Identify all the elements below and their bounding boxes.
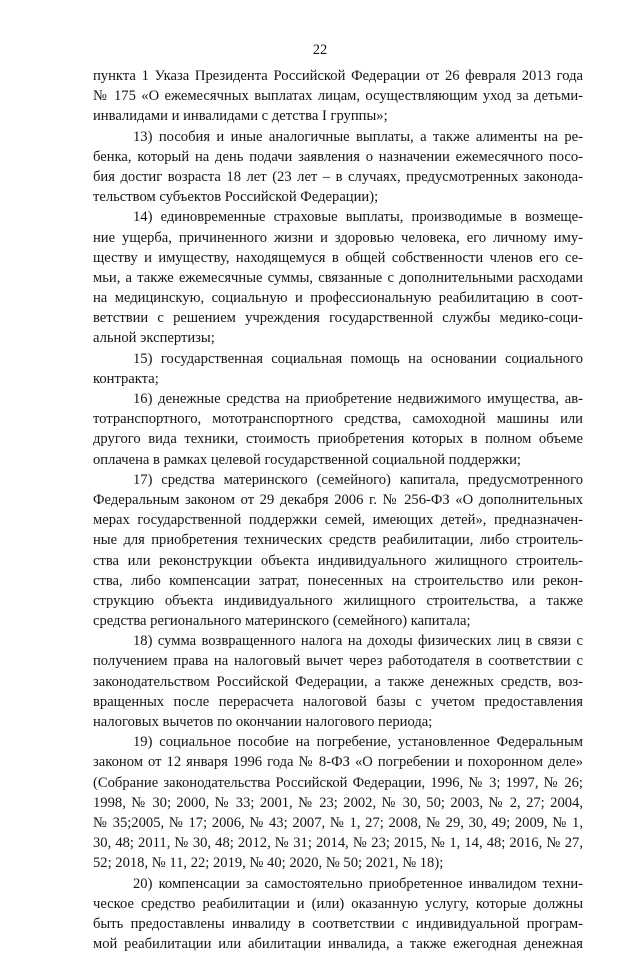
text-line: ние ущерба, причиненного жизни и здоровью человека, его личному иму- — [93, 229, 583, 246]
text-line: вращенных после перерасчета налоговой базы с учетом предоставления — [93, 693, 583, 710]
text-line: мьи, а также ежемесячные суммы, связанные с дополнительными расходами — [93, 269, 583, 286]
text-line: ческое средство реабилитации и (или) оказанную услугу, которые должны — [93, 895, 583, 912]
text-line: струкцию объекта индивидуального жилищного строительства, а также — [93, 592, 583, 609]
text-line: пункта 1 Указа Президента Российской Федерации от 26 февраля 2013 года — [93, 68, 583, 84]
text-line: (Собрание законодательства Российской Федерации, 1996, № 3; 1997, № 26; — [93, 774, 583, 791]
text-line: 30, 48; 2011, № 30, 48; 2012, № 31; 2014, № 23; 2015, № 1, 14, 48; 2016, № 27, — [93, 835, 583, 852]
text-line: 17) средства материнского (семейного) капитала, предусмотренного — [133, 471, 583, 488]
text-line: 18) сумма возвращенного налога на доходы физических лиц в связи с — [133, 633, 583, 650]
text-line: средства регионального материнского (семейного) капитала; — [93, 613, 471, 630]
text-line: бенка, который на день подачи заявления о назначении ежемесячного посо- — [93, 148, 583, 165]
text-line: № 35;2005, № 17; 2006, № 43; 2007, № 1, 27; 2008, № 29, 30, 49; 2009, № 1, — [93, 814, 583, 831]
text-line: мерах государственной поддержки семей, имеющих детей», предназначен- — [93, 512, 583, 529]
text-line: 20) компенсации за самостоятельно приобретенное инвалидом техни- — [133, 875, 583, 892]
text-line: № 175 «О ежемесячных выплатах лицам, осуществляющим уход за детьми- — [93, 88, 583, 105]
text-line: альной экспертизы; — [93, 330, 215, 347]
text-line: 1998, № 30; 2000, № 33; 2001, № 23; 2002, № 30, 50; 2003, № 2, 27; 2004, — [93, 794, 583, 811]
text-line: 15) государственная социальная помощь на основании социального — [133, 350, 583, 367]
text-line: ществу и имуществу, находящемуся в общей собственности членов его се- — [93, 249, 583, 266]
text-line: ства или реконструкции объекта индивидуального жилищного строитель- — [93, 552, 583, 569]
text-line: мой реабилитации или абилитации инвалида, а также ежегодная денежная — [93, 936, 583, 953]
text-line: другого вида техники, стоимость приобретения которых в полном объеме — [93, 431, 583, 448]
text-line: быть предоставлены инвалиду в соответствии с индивидуальной програм- — [93, 915, 583, 932]
page-number: 22 — [312, 42, 328, 58]
text-line: получением права на налоговый вычет через работодателя в соответствии с — [93, 653, 583, 670]
text-line: оплачена в рамках целевой государственной социальной поддержки; — [93, 451, 521, 468]
text-line: тельством субъектов Российской Федерации); — [93, 189, 379, 206]
document-body — [93, 66, 583, 954]
text-line: 13) пособия и иные аналогичные выплаты, а также алименты на ре- — [133, 128, 583, 145]
text-line: инвалидами и инвалидами с детства I группы»; — [93, 108, 388, 125]
text-line: ства, либо компенсации затрат, понесенных на строительство или рекон- — [93, 572, 583, 589]
text-line: налоговых вычетов по окончании налогового периода; — [93, 714, 433, 730]
text-line: Федеральным законом от 29 декабря 2006 г. № 256-ФЗ «О дополнительных — [93, 491, 583, 508]
text-line: на медицинскую, социальную и профессиональную реабилитацию в соот- — [93, 290, 583, 307]
text-line: ные для приобретения технических средств реабилитации, либо строитель- — [93, 532, 583, 549]
text-line: ветствии с решением учреждения государственной службы медико-соци- — [93, 310, 583, 327]
text-line: законодательством Российской Федерации, а также денежных средств, воз- — [93, 673, 583, 690]
text-line: контракта; — [93, 370, 159, 387]
text-line: 16) денежные средства на приобретение недвижимого имущества, ав- — [133, 391, 583, 407]
text-line: законом от 12 января 1996 года № 8-ФЗ «О погребении и похоронном деле» — [93, 754, 583, 771]
text-line: 14) единовременные страховые выплаты, производимые в возмеще- — [133, 209, 583, 226]
text-line: тотранспортного, мототранспортного средства, самоходной машины или — [93, 411, 583, 428]
text-line: 52; 2018, № 11, 22; 2019, № 40; 2020, № 50; 2021, № 18); — [93, 855, 444, 872]
text-line: 19) социальное пособие на погребение, установленное Федеральным — [133, 734, 583, 751]
text-line: бия достиг возраста 18 лет (23 лет – в случаях, предусмотренных законода- — [93, 168, 583, 185]
